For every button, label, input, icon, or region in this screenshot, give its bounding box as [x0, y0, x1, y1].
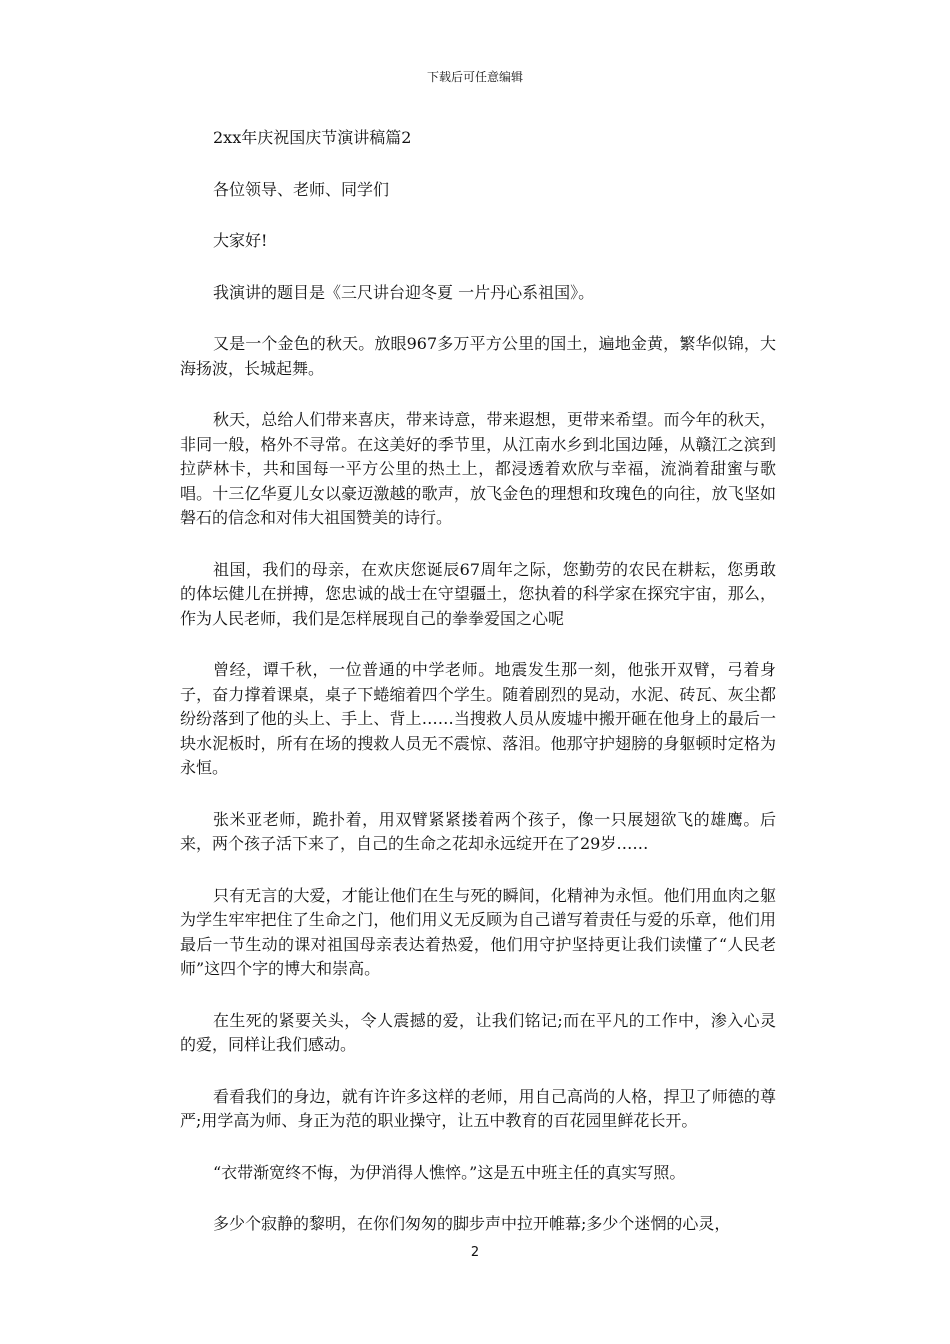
paragraph-around-us: 看看我们的身边，就有许许多这样的老师，用自己高尚的人格，捍卫了师德的尊严;用学高为师、身正为范的职业操守，让五中教育的百花园里鲜花长开。: [180, 1086, 776, 1130]
page-header: 下载后可任意编辑: [426, 70, 523, 84]
paragraph-great-love: 只有无言的大爱，才能让他们在生与死的瞬间，化精神为永恒。他们用血肉之躯为学生牢牢把住了生命之门，他们用义无反顾为自己谱写着责任与爱的乐章，他们用最后一节生动的课对祖国母亲表达着热爱，他们用守护坚持更让我们读懂了“人民老师”这四个字的博大和崇高。: [180, 885, 776, 978]
paragraph-autumn: 又是一个金色的秋天。放眼967多万平方公里的国土，遍地金黄，繁华似锦，大海扬波，长城起舞。: [180, 334, 776, 378]
paragraph-salutation: 各位领导、老师、同学们: [213, 179, 390, 199]
document-body: [180, 126, 776, 1264]
paragraph-tan-qianqiu: 曾经，谭千秋，一位普通的中学老师。地震发生那一刻，他张开双臂，弓着身子，奋力撑着课桌，桌子下蜷缩着四个学生。随着剧烈的晃动，水泥、砖瓦、灰尘都纷纷落到了他的头上、手上、背上……当搜救人员从废墟中搬开砸在他身上的最后一块水泥板时，所有在场的搜救人员无不震惊、落泪。他那守护翅膀的身躯顿时定格为永恒。: [180, 660, 776, 777]
paragraph-dawn: 多少个寂静的黎明，在你们匆匆的脚步声中拉开帷幕;多少个迷惘的心灵，: [213, 1214, 731, 1233]
paragraph-motherland: 祖国，我们的母亲，在欢庆您诞辰67周年之际，您勤劳的农民在耕耘，您勇敢的体坛健儿在拼搏，您忠诚的战士在守望疆土，您执着的科学家在探究宇宙，那么，作为人民老师，我们是怎样展现自己的拳拳爱国之心呢: [180, 559, 776, 628]
paragraph-autumn-hope: 秋天，总给人们带来喜庆，带来诗意，带来遐想，更带来希望。而今年的秋天，非同一般，格外不寻常。在这美好的季节里，从江南水乡到北国边陲，从赣江之滨到拉萨林卡，共和国每一平方公里的热土上，都浸透着欢欣与幸福，流淌着甜蜜与歌唱。十三亿华夏儿女以豪迈激越的歌声，放飞金色的理想和玫瑰色的向往，放飞坚如磐石的信念和对伟大祖国赞美的诗行。: [180, 410, 776, 527]
paragraph-topic: 我演讲的题目是《三尺讲台迎冬夏 一片丹心系祖国》。: [213, 282, 595, 302]
paragraph-quote: “衣带渐宽终不悔，为伊消得人憔悴。”这是五中班主任的真实写照。: [213, 1162, 686, 1182]
paragraph-zhang-miya: 张米亚老师，跪扑着，用双臂紧紧搂着两个孩子，像一只展翅欲飞的雄鹰。后来，两个孩子活下来了，自己的生命之花却永远绽开在了29岁……: [180, 809, 776, 853]
document-title: 2xx年庆祝国庆节演讲稿篇2: [213, 128, 412, 147]
page-number: 2: [470, 1245, 480, 1260]
paragraph-greeting: 大家好!: [213, 231, 268, 250]
paragraph-critical-moment: 在生死的紧要关头，令人震撼的爱，让我们铭记;而在平凡的工作中，渗入心灵的爱，同样让我们感动。: [180, 1010, 776, 1054]
